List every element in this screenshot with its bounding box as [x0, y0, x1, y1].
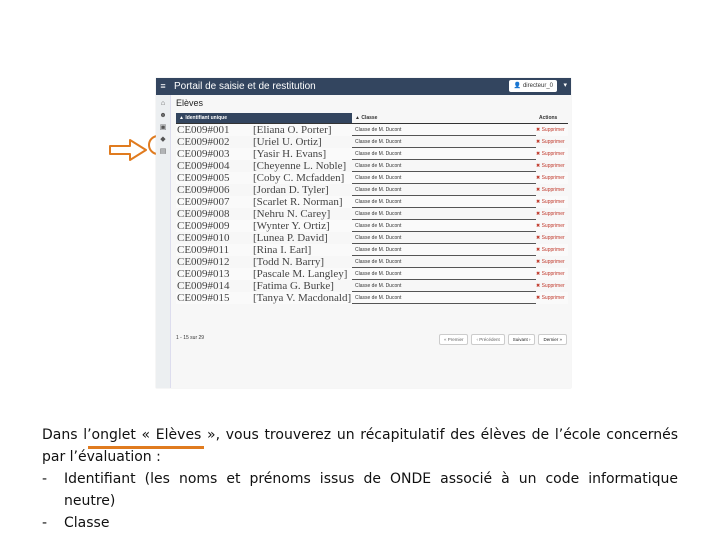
student-code: CE009#005 — [177, 172, 230, 184]
table-row — [176, 184, 568, 196]
user-label: directeur_0 — [522, 83, 553, 89]
student-code: CE009#011 — [177, 244, 230, 256]
student-code: CE009#010 — [177, 232, 230, 244]
bullet-text: Classe — [64, 515, 110, 531]
document-icon[interactable]: ▤ — [159, 148, 167, 155]
column-header-classe[interactable]: ▲ Classe — [355, 115, 378, 121]
student-name: [Cheyenne L. Noble] — [253, 160, 347, 172]
student-code: CE009#012 — [177, 256, 230, 268]
student-code: CE009#013 — [177, 268, 230, 280]
bullet-continuation: neutre) — [64, 493, 116, 509]
delete-button[interactable]: ✖ Supprimer — [536, 283, 565, 289]
bullet-identifiant — [42, 468, 678, 490]
bullet-dash: - — [42, 471, 48, 487]
user-icon: 👤 — [513, 83, 521, 89]
chevron-down-icon[interactable]: ▾ — [563, 82, 567, 89]
table-header — [176, 113, 568, 124]
student-code: CE009#001 — [177, 124, 230, 136]
student-name: [Pascale M. Langley] — [253, 268, 348, 280]
table-row — [176, 280, 568, 292]
delete-button[interactable]: ✖ Supprimer — [536, 175, 565, 181]
cell-classe: Classe de M. Ducont — [352, 160, 536, 172]
student-name: [Coby C. Mcfadden] — [253, 172, 345, 184]
student-code: CE009#015 — [177, 292, 230, 304]
cell-classe: Classe de M. Ducont — [352, 184, 536, 196]
row-count: 1 - 15 sur 29 — [176, 335, 205, 341]
student-code: CE009#007 — [177, 196, 230, 208]
cell-identifiant — [176, 280, 352, 292]
school-icon[interactable]: ▣ — [159, 124, 167, 131]
table-row — [176, 124, 568, 136]
cell-classe: Classe de M. Ducont — [352, 244, 536, 256]
cell-identifiant — [176, 220, 352, 232]
table-row — [176, 220, 568, 232]
pager-next-button[interactable]: Suivant › — [508, 334, 536, 345]
cell-identifiant — [176, 292, 352, 304]
caption-line-1: Dans l’onglet « Elèves », vous trouverez un récapitulatif des élèves de l’école concernés — [42, 427, 678, 443]
caption-line-2: par l’évaluation : — [42, 449, 161, 465]
student-name: [Yasir H. Evans] — [253, 148, 327, 160]
delete-button[interactable]: ✖ Supprimer — [536, 271, 565, 277]
hamburger-menu-icon[interactable]: ≡ — [160, 81, 166, 91]
cell-identifiant — [176, 208, 352, 220]
main-content — [171, 95, 571, 388]
student-name: [Fatima G. Burke] — [253, 280, 334, 292]
cell-classe: Classe de M. Ducont — [352, 124, 536, 136]
cell-identifiant — [176, 148, 352, 160]
table-body — [176, 124, 568, 304]
student-code: CE009#006 — [177, 184, 230, 196]
cell-identifiant — [176, 244, 352, 256]
student-name: [Wynter Y. Ortiz] — [253, 220, 330, 232]
cell-identifiant — [176, 232, 352, 244]
delete-button[interactable]: ✖ Supprimer — [536, 163, 565, 169]
cell-classe: Classe de M. Ducont — [352, 292, 536, 304]
student-code: CE009#014 — [177, 280, 230, 292]
pager-first-button[interactable]: « Premier — [439, 334, 469, 345]
students-table — [176, 113, 568, 304]
student-code: CE009#009 — [177, 220, 230, 232]
pagination — [439, 334, 567, 345]
delete-button[interactable]: ✖ Supprimer — [536, 235, 565, 241]
cell-identifiant — [176, 196, 352, 208]
bullet-dash: - — [42, 515, 48, 531]
cell-identifiant — [176, 160, 352, 172]
student-name: [Tanya V. Macdonald] — [253, 292, 352, 304]
pointer-arrow-icon — [108, 138, 148, 162]
cell-classe: Classe de M. Ducont — [352, 220, 536, 232]
delete-button[interactable]: ✖ Supprimer — [536, 139, 565, 145]
cell-classe: Classe de M. Ducont — [352, 208, 536, 220]
delete-button[interactable]: ✖ Supprimer — [536, 259, 565, 265]
student-name: [Uriel U. Ortiz] — [253, 136, 322, 148]
delete-button[interactable]: ✖ Supprimer — [536, 247, 565, 253]
app-window — [156, 78, 571, 388]
delete-button[interactable]: ✖ Supprimer — [536, 211, 565, 217]
student-name: [Eliana O. Porter] — [253, 124, 332, 136]
table-row — [176, 232, 568, 244]
cell-identifiant — [176, 124, 352, 136]
users-icon[interactable]: ☻ — [159, 112, 167, 119]
table-row — [176, 160, 568, 172]
delete-button[interactable]: ✖ Supprimer — [536, 127, 565, 133]
table-row — [176, 292, 568, 304]
graduation-cap-icon[interactable]: ◆ — [160, 136, 166, 143]
pager-prev-button[interactable]: ‹ Précédent — [471, 334, 504, 345]
student-code: CE009#004 — [177, 160, 230, 172]
cell-identifiant — [176, 268, 352, 280]
delete-button[interactable]: ✖ Supprimer — [536, 295, 565, 301]
bullet-text: Identifiant (les noms et prénoms issus de ONDE associé à un code informatique — [64, 471, 678, 487]
cell-identifiant — [176, 184, 352, 196]
cell-classe: Classe de M. Ducont — [352, 232, 536, 244]
cell-classe: Classe de M. Ducont — [352, 256, 536, 268]
student-code: CE009#002 — [177, 136, 230, 148]
sidebar — [156, 95, 171, 388]
delete-button[interactable]: ✖ Supprimer — [536, 187, 565, 193]
table-row — [176, 172, 568, 184]
cell-classe: Classe de M. Ducont — [352, 268, 536, 280]
cell-identifiant — [176, 256, 352, 268]
column-header-id[interactable]: ▲ Identifiant unique — [176, 113, 352, 123]
table-row — [176, 244, 568, 256]
delete-button[interactable]: ✖ Supprimer — [536, 151, 565, 157]
student-code: CE009#008 — [177, 208, 230, 220]
student-name: [Todd N. Barry] — [253, 256, 325, 268]
table-row — [176, 148, 568, 160]
cell-identifiant — [176, 172, 352, 184]
bullet-classe — [42, 512, 678, 534]
column-header-actions: Actions — [539, 115, 558, 121]
cell-classe: Classe de M. Ducont — [352, 196, 536, 208]
app-title: Portail de saisie et de restitution — [174, 81, 316, 92]
cell-classe: Classe de M. Ducont — [352, 148, 536, 160]
cell-identifiant — [176, 136, 352, 148]
home-icon[interactable]: ⌂ — [160, 100, 166, 107]
student-name: [Scarlet R. Norman] — [253, 196, 343, 208]
table-row — [176, 256, 568, 268]
page-title: Elèves — [176, 98, 204, 108]
table-row — [176, 136, 568, 148]
table-row — [176, 208, 568, 220]
pager-last-button[interactable]: Dernier » — [538, 334, 567, 345]
user-menu-button[interactable] — [509, 80, 557, 92]
delete-button[interactable]: ✖ Supprimer — [536, 223, 565, 229]
top-navbar — [156, 78, 571, 95]
caption-text — [42, 424, 678, 534]
student-name: [Rina I. Earl] — [253, 244, 312, 256]
cell-classe: Classe de M. Ducont — [352, 136, 536, 148]
student-name: [Nehru N. Carey] — [253, 208, 331, 220]
cell-classe: Classe de M. Ducont — [352, 172, 536, 184]
table-row — [176, 196, 568, 208]
student-code: CE009#003 — [177, 148, 230, 160]
cell-classe: Classe de M. Ducont — [352, 280, 536, 292]
delete-button[interactable]: ✖ Supprimer — [536, 199, 565, 205]
student-name: [Jordan D. Tyler] — [253, 184, 329, 196]
student-name: [Lunea P. David] — [253, 232, 328, 244]
table-row — [176, 268, 568, 280]
